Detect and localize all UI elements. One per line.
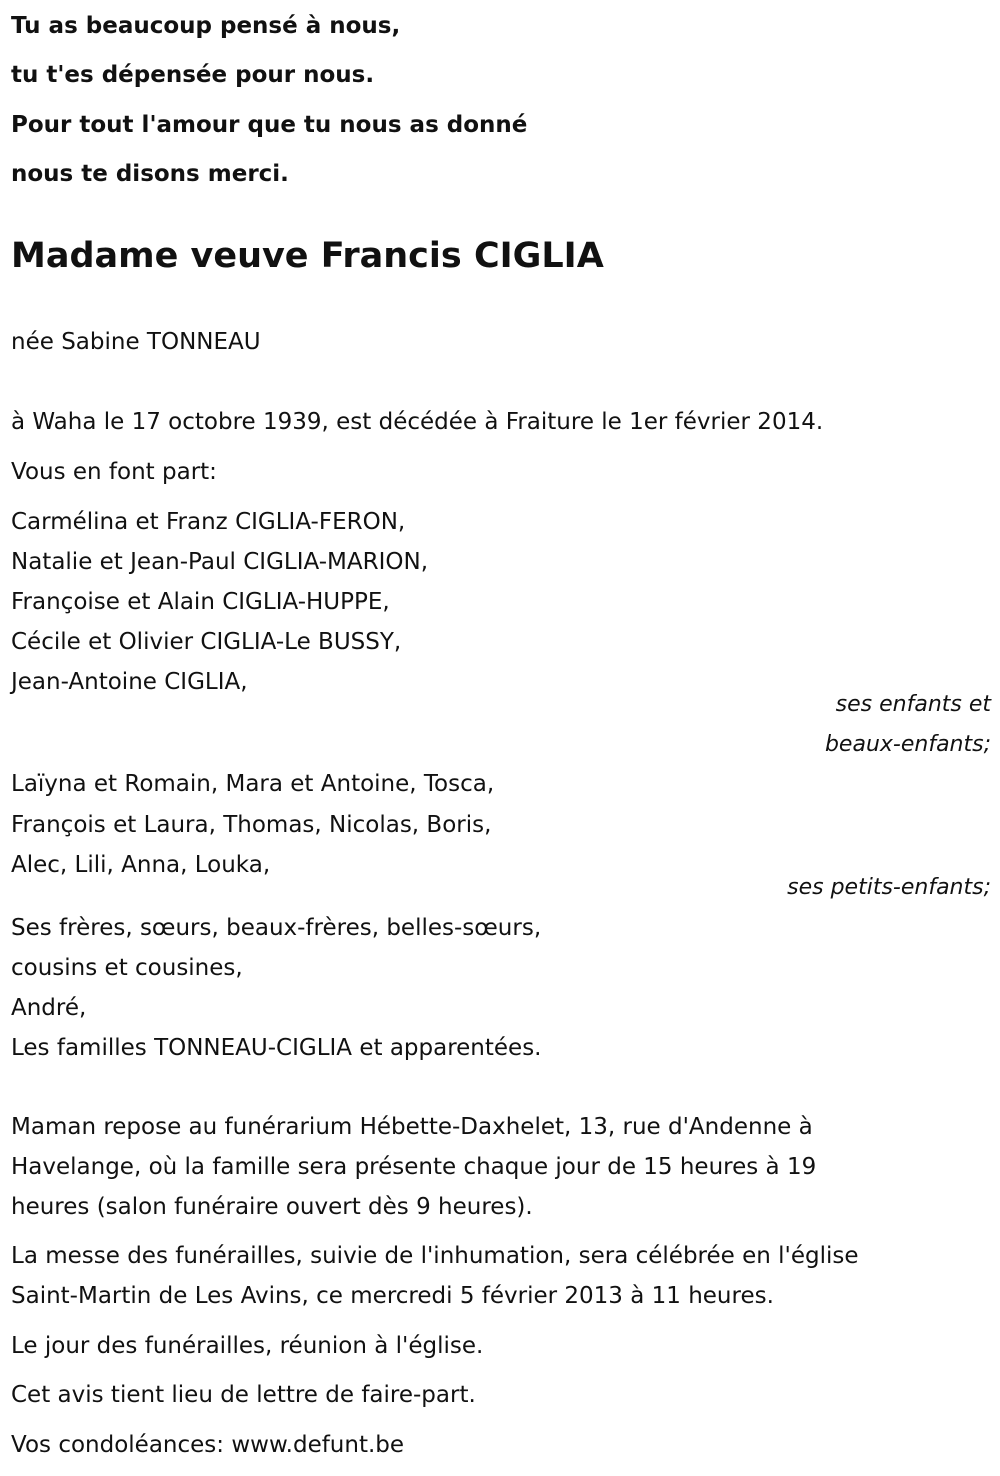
mass-line: Saint-Martin de Les Avins, ce mercredi 5 février 2013 à 11 heures. xyxy=(11,1283,774,1309)
poem-line-4: nous te disons merci. xyxy=(11,161,289,187)
children-role-line-2: beaux-enfants; xyxy=(824,732,991,757)
deceased-name-title: Madame veuve Francis CIGLIA xyxy=(11,236,604,276)
child-line: Natalie et Jean-Paul CIGLIA-MARION, xyxy=(11,549,428,575)
child-line: Carmélina et Franz CIGLIA-FERON, xyxy=(11,509,406,535)
family-line: Ses frères, sœurs, beaux-frères, belles-sœurs, xyxy=(11,915,542,941)
funerarium-line: Maman repose au funérarium Hébette-Daxhelet, 13, rue d'Andenne à xyxy=(11,1114,813,1140)
poem-line-3: Pour tout l'amour que tu nous as donné xyxy=(11,112,528,138)
child-line: Jean-Antoine CIGLIA, xyxy=(11,669,248,695)
child-line: Cécile et Olivier CIGLIA-Le BUSSY, xyxy=(11,629,402,655)
grandchild-line: Laïyna et Romain, Mara et Antoine, Tosca, xyxy=(11,771,495,797)
funerarium-line: Havelange, où la famille sera présente chaque jour de 15 heures à 19 xyxy=(11,1154,817,1180)
meeting-note: Le jour des funérailles, réunion à l'église. xyxy=(11,1333,484,1359)
poem-line-1: Tu as beaucoup pensé à nous, xyxy=(11,13,401,39)
family-line: cousins et cousines, xyxy=(11,955,243,981)
birth-death-statement: à Waha le 17 octobre 1939, est décédée à Fraiture le 1er février 2014. xyxy=(11,409,824,435)
condolences-link[interactable]: Vos condoléances: www.defunt.be xyxy=(11,1432,405,1458)
children-role-line-1: ses enfants et xyxy=(835,692,991,717)
family-line: Les familles TONNEAU-CIGLIA et apparentées. xyxy=(11,1035,542,1061)
poem-line-2: tu t'es dépensée pour nous. xyxy=(11,62,375,88)
child-line: Françoise et Alain CIGLIA-HUPPE, xyxy=(11,589,390,615)
family-line: André, xyxy=(11,995,87,1021)
notice-note: Cet avis tient lieu de lettre de faire-part. xyxy=(11,1382,476,1408)
grandchild-line: François et Laura, Thomas, Nicolas, Boris, xyxy=(11,812,492,838)
mass-line: La messe des funérailles, suivie de l'inhumation, sera célébrée en l'église xyxy=(11,1243,859,1269)
grandchild-line: Alec, Lili, Anna, Louka, xyxy=(11,852,271,878)
grandchildren-role: ses petits-enfants; xyxy=(787,875,991,900)
announcement-intro: Vous en font part: xyxy=(11,459,217,485)
funerarium-line: heures (salon funéraire ouvert dès 9 heures). xyxy=(11,1194,533,1220)
maiden-name: née Sabine TONNEAU xyxy=(11,329,261,355)
